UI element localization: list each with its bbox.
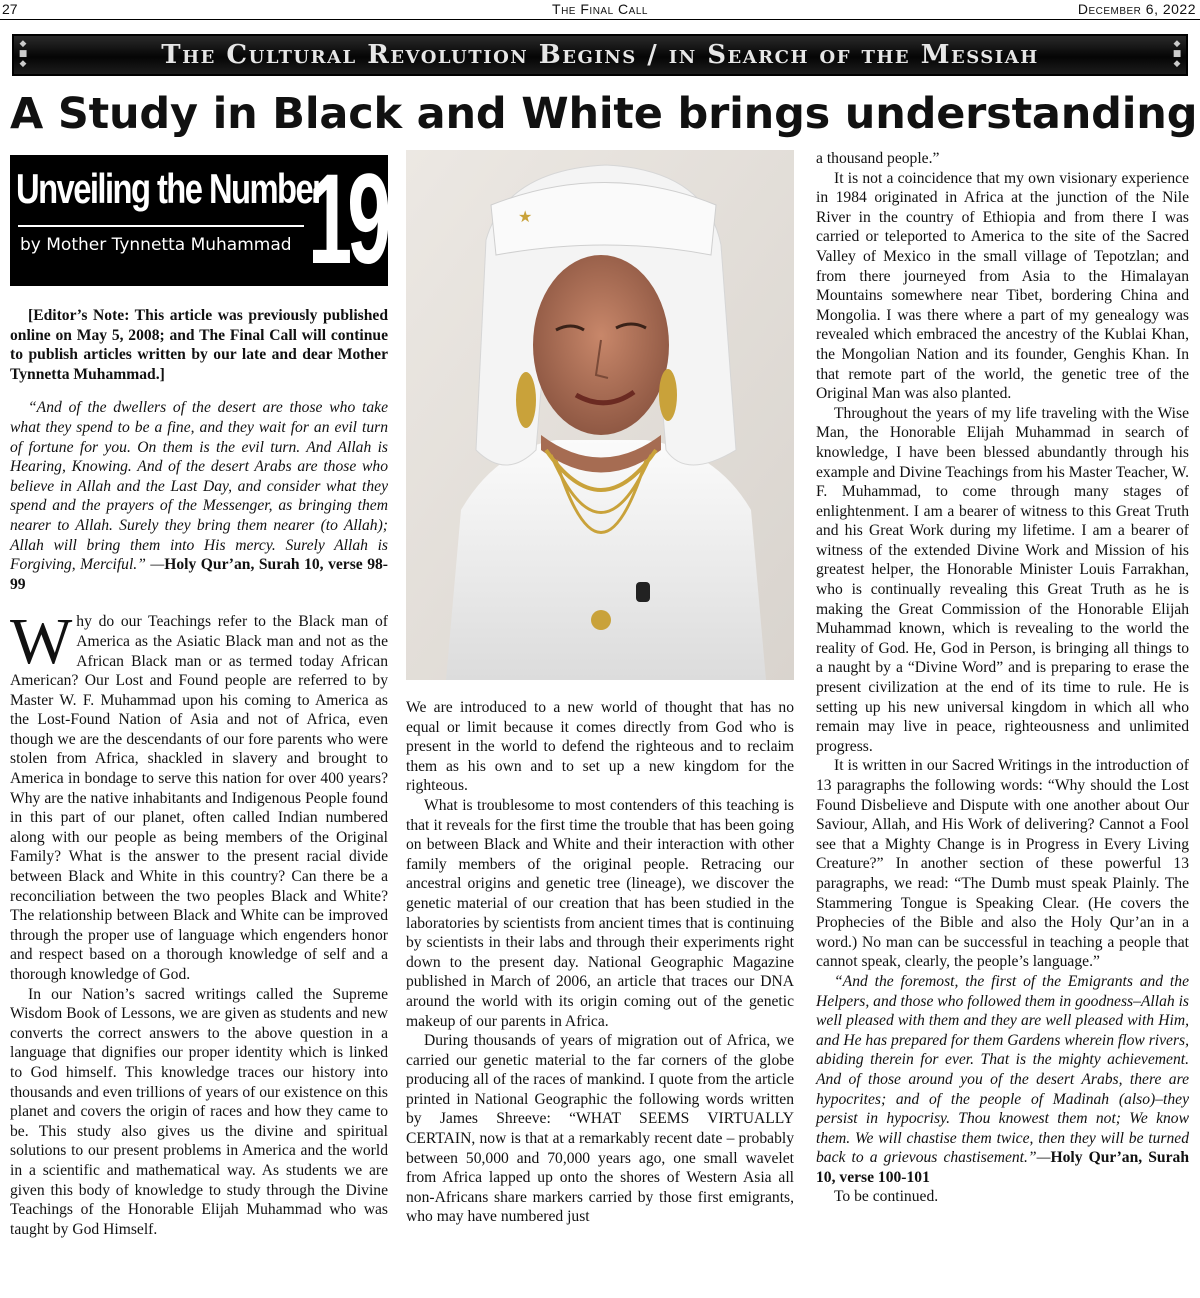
portrait-photo xyxy=(406,150,794,680)
section-banner xyxy=(12,34,1188,76)
article-paragraph: We are introduced to a new world of thought that has no equal or limit because it comes directly from God who is present in the world to defend the righteous and to reclaim them as his own and to set up a new kingdom for the righteous. xyxy=(406,699,794,795)
article-paragraph: It is written in our Sacred Writings in the introduction of 13 paragraphs the following words: “Why should the Lost Found Disbelieve and Dispute with one another about Our Saviour, Allah, and His Work of delivering? Cannot a Fool see that a Mighty Change is in Progress in Every Living Creature?” In another section of these powerful 13 paragraphs, we read: “The Dumb must speak Plainly. The Stammering Tongue is Speaking Clear. (He covers the Prophecies of the Bible and also the Holy Qur’an in a word.) No man can be successful in teaching a people that cannot speak, clearly, the people’s language.” xyxy=(816,757,1189,971)
epigraph-text: “And of the dwellers of the desert are those who take what they spend to be a fine, and they wait for an evil turn of fortune for you. On them is the evil turn. And Allah is Hearing, Knowing. And of the desert Arabs are those who believe in Allah and the Last Day, and consider what they spend and the prayers of the Messenger, as bringing them nearer to Allah. Surely they bring them nearer (to Allah); Allah will bring them into His mercy. Surely Allah is Forgiving, Merciful.” — xyxy=(10,399,388,574)
article-column-1 xyxy=(10,306,388,1239)
article-column-3 xyxy=(816,149,1189,1207)
column-logo xyxy=(10,155,388,286)
publication-name: The Final Call xyxy=(552,1,648,17)
column-logo-byline: by Mother Tynnetta Muhammad xyxy=(20,235,292,255)
epigraph xyxy=(10,398,388,594)
closing-quote xyxy=(816,972,1189,1188)
ornament-icon: ◆ ■ ◆ xyxy=(18,39,28,69)
page-folio xyxy=(0,0,1200,18)
drop-cap: W xyxy=(10,605,73,679)
page-number: 27 xyxy=(2,1,18,17)
svg-text:★: ★ xyxy=(518,207,533,226)
section-banner-text: The Cultural Revolution Begins / in Search of the Messiah xyxy=(161,40,1039,70)
article-headline: A Study in Black and White brings understanding xyxy=(10,89,1198,139)
issue-date: December 6, 2022 xyxy=(1077,1,1196,17)
article-paragraph xyxy=(10,605,388,984)
continued-text: a thousand people.” xyxy=(816,150,940,167)
article-column-2 xyxy=(406,698,794,1227)
editors-note: [Editor’s Note: This article was previously published online on May 5, 2008; and The Final Call will continue to publish articles written by our late and dear Mother Tynnetta Muhammad.] xyxy=(10,307,388,383)
column-logo-divider xyxy=(18,225,304,227)
article-paragraph: It is not a coincidence that my own visionary experience in 1984 originated in Africa at the junction of the Nile River in the country of Ethiopia and from there I was carried or teleported to America to the site of the Sacred Valley of Mexico in the small village of Tepotzlan; and from there journeyed from Asia to the Himalayan Mountains somewhere near Tibet, bordering China and Mongolia. I was there where a part of my genealogy was revealed which embraced the ancestry of the Kublai Khan, the Mongolian Nation and its founder, Genghis Khan. In that remote part of the world, the genetic tree of the Original Man was also planted. xyxy=(816,169,1189,403)
paragraph-text: hy do our Teachings refer to the Black man of America as the Asiatic Black man and not as the African Black man or as termed today African American? Our Lost and Found people are referred to by Master W. F. Muhammad upon his coming to America as the Lost-Found Nation of Asia and not of Africa, even though we are the descendants of our fore parents who were stolen from Africa, shackled in slavery and brought to America in bondage to serve this nation for over 400 years? Why are the native inhabitants and Indigenous People found in this part of our planet, often called Indian numbered along with our people as being members of the Original Family? What is the answer to the present racial divide between Black and White in this country? Can there be a reconciliation between the two peoples Black and White? The relationship between Black and White can be improved through the proper use of language which engenders honor and respect based on a thorough knowledge of self and a thorough knowledge of God. xyxy=(10,613,388,983)
ornament-icon: ◆ ■ ◆ xyxy=(1172,39,1182,69)
portrait-illustration xyxy=(406,150,794,680)
closing-quote-text: “And the foremost, the first of the Emigrants and the Helpers, and those who followed them in goodness–Allah is well pleased with them and they are well pleased with Him, and He has prepared for them Gardens wherein flow rivers, abiding therein for ever. That is the mighty achievement. And of those around you of the desert Arabs, there are hypocrites; and of the people of Madinah (also)–they persist in hypocrisy. Thou knowest them not; We know them. We will chastise them twice, then they will be turned back to a grievous chastisement.”— xyxy=(816,972,1189,1167)
folio-rule xyxy=(0,19,1200,20)
article-paragraph: During thousands of years of migration out of Africa, we carried our genetic material to the far corners of the globe producing all of the races of mankind. I quote from the article printed in National Geographic the following words written by James Shreeve: “WHAT SEEMS VIRTUALLY CERTAIN, now is that at a remarkably recent date – probably between 50,000 and 70,000 years ago, one small wavelet from Africa lapped up onto the shores of Western Asia all non-Africans share markers carried by those first emigrants, who may have numbered just xyxy=(406,1032,794,1226)
article-paragraph: Throughout the years of my life traveling with the Wise Man, the Honorable Elijah Muhammad in search of knowledge, I have been blessed abundantly through his example and Divine Teachings from his Master Teacher, W. F. Muhammad, to come through many stages of enlightenment. I am a bearer of witness to this Great Truth and his Great Work during my lifetime. I am a bearer of witness of the extended Divine Work and Mission of his greatest helper, the Honorable Minister Louis Farrakhan, who is continually revealing this Great Truth as he is making the Great Commission of the Honorable Elijah Muhammad known, which is revealing to the world the reality of God. He, God in Person, is bringing all things to a naught by a “Divine Word” and is preparing to erase the present civilization at the end of its time to rule. He is setting up his new universal kingdom in which all who remain may live in peace, righteousness and unlimited progress. xyxy=(816,404,1189,755)
column-logo-title: Unveiling the Number xyxy=(16,165,324,212)
column-logo-number: 19 xyxy=(307,155,386,286)
closing-quote-source: Holy Qur’an, Surah 10, verse 100-101 xyxy=(816,1149,1189,1186)
epigraph-source: Holy Qur’an, Surah 10, verse 98-99 xyxy=(10,556,388,593)
article-paragraph: In our Nation’s sacred writings called the Supreme Wisdom Book of Lessons, we are given as students and new converts the correct answers to the above question in a language that dignifies our proper identity which is linked to God himself. This knowledge traces our history into thousands and even trillions of years of our existence on this planet and covers the origin of races and how they came to be. This study also gives us the divine and spiritual solutions to our present problems in America and the world in a scientific and mathematical way. As students we are given this body of knowledge to study through the Divine Teachings of the Honorable Elijah Muhammad who was taught by God Himself. xyxy=(10,985,388,1238)
article-paragraph: What is troublesome to most contenders of this teaching is that it reveals for the first time the trouble that has been going on between Black and White and their interaction with other family members of the original people. Retracing our ancestral origins and genetic tree (lineage), we discover the genetic material of our creation that has been studied in the laboratories by scientists from ancient times that is continuing by scientists in their labs and through their experiments right down to the present day. National Geographic Magazine published in March of 2006, an article that traces our DNA around the world with its origin coming out of the genetic makeup of our parents in Africa. xyxy=(406,796,794,1030)
to-be-continued: To be continued. xyxy=(834,1188,939,1206)
